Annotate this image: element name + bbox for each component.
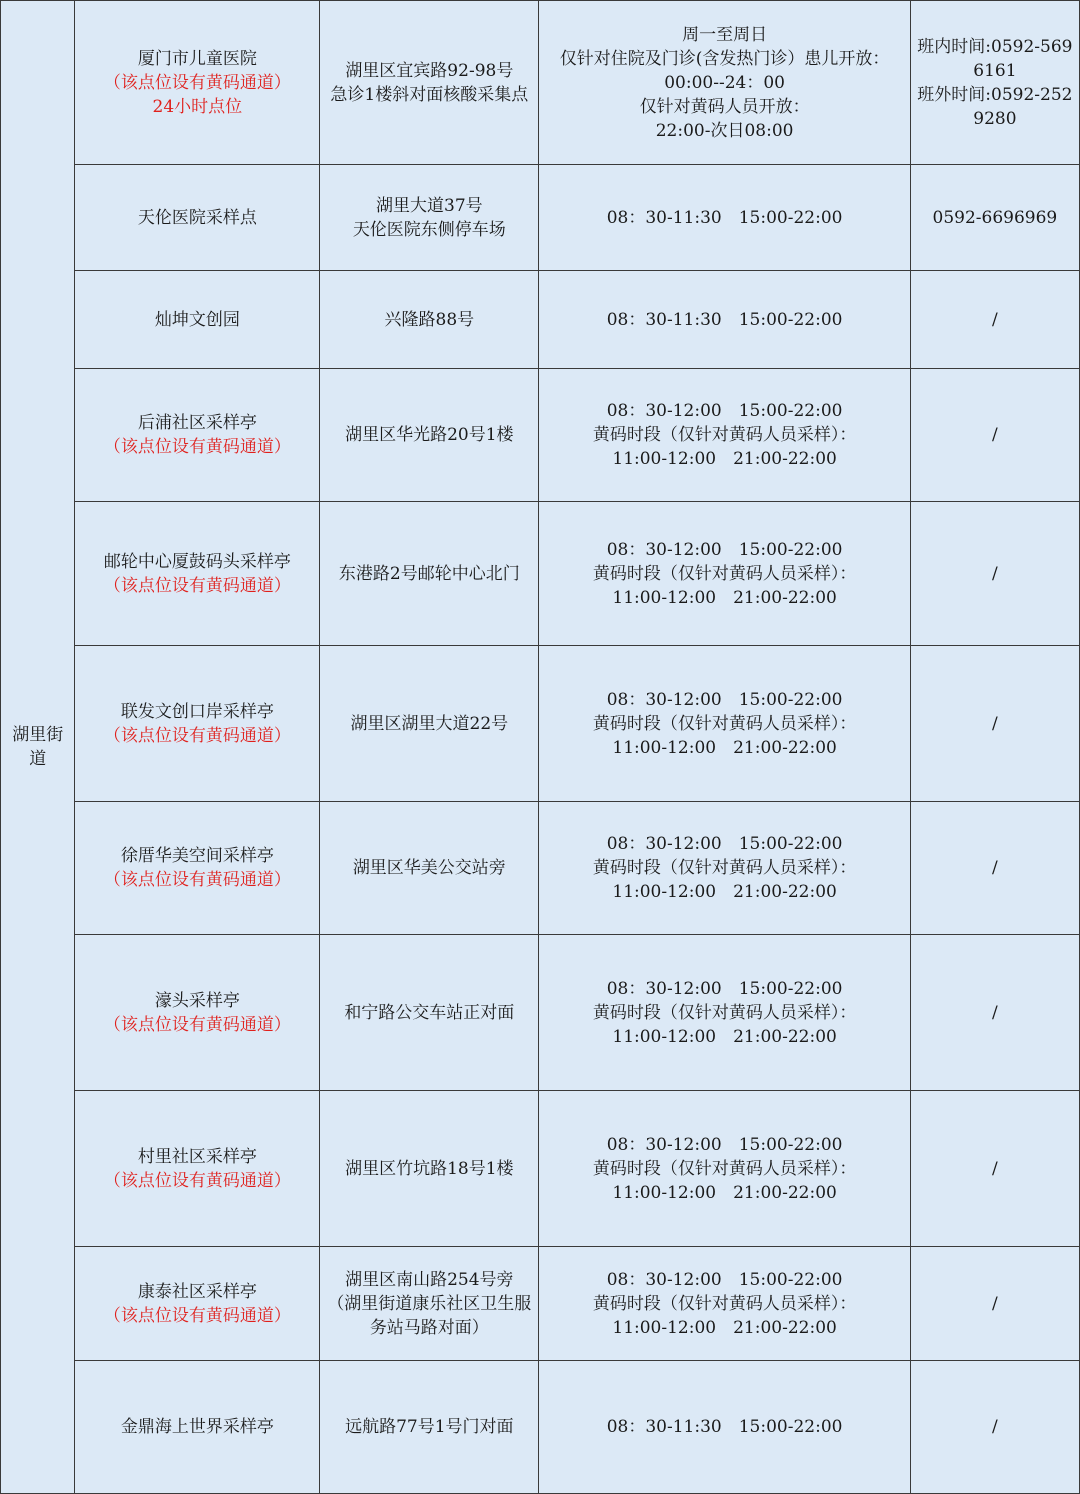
site-name: 村里社区采样亭 <box>137 1146 257 1167</box>
hours-line: 22:00-次日08:00 <box>655 120 794 141</box>
hours-line: 11:00-12:00 21:00-22:00 <box>612 1182 837 1203</box>
address-line: 远航路77号1号门对面 <box>345 1417 514 1437</box>
phone-line: / <box>992 1158 998 1179</box>
hours-cell <box>539 1361 910 1494</box>
hours-line: 08：30-12:00 15:00-22:00 <box>606 978 843 999</box>
hours-line: 08：30-11:30 15:00-22:00 <box>606 207 843 228</box>
address-cell <box>320 502 539 646</box>
hours-line: 黄码时段（仅针对黄码人员采样）： <box>592 1002 857 1023</box>
phone-line: 班内时间:0592-5696161 <box>917 36 1073 81</box>
hours-line: 11:00-12:00 21:00-22:00 <box>612 449 837 469</box>
hours-line: 08：30-12:00 15:00-22:00 <box>606 539 843 560</box>
address-cell <box>320 1247 539 1361</box>
address-line: 湖里区竹坑路18号1楼 <box>345 1158 514 1179</box>
site-name: 徐厝华美空间采样亭 <box>120 846 274 866</box>
site-note: （该点位设有黄码通道） <box>103 725 291 746</box>
site-name-cell <box>75 1247 320 1361</box>
address-cell <box>320 1 539 165</box>
address-line: 湖里大道37号 <box>376 195 483 216</box>
phone-line: / <box>992 309 998 330</box>
hours-line: 黄码时段（仅针对黄码人员采样）： <box>592 1293 857 1314</box>
hours-cell <box>539 502 910 646</box>
address-line: 湖里区南山路254号旁 <box>345 1269 514 1290</box>
site-name: 厦门市儿童医院 <box>137 48 257 69</box>
address-cell <box>320 165 539 271</box>
phone-cell <box>910 802 1079 935</box>
site-name: 灿坤文创园 <box>154 309 240 330</box>
site-note: （该点位设有黄码通道） <box>103 72 291 93</box>
address-line: 东港路2号邮轮中心北门 <box>338 563 520 584</box>
hours-cell <box>539 271 910 369</box>
site-name: 濠头采样亭 <box>154 990 240 1011</box>
site-name: 天伦医院采样点 <box>137 207 257 228</box>
hours-line: 11:00-12:00 21:00-22:00 <box>612 1026 837 1047</box>
phone-cell <box>910 271 1079 369</box>
hours-line: 仅针对黄码人员开放： <box>639 96 810 117</box>
hours-cell <box>539 165 910 271</box>
table-row <box>1 802 1080 935</box>
hours-cell <box>539 802 910 935</box>
site-name: 后浦社区采样亭 <box>137 413 257 433</box>
hours-line: 08：30-12:00 15:00-22:00 <box>606 1134 843 1155</box>
phone-line: / <box>992 713 998 734</box>
address-cell <box>320 1361 539 1494</box>
phone-line: / <box>992 425 998 445</box>
phone-line: / <box>992 563 998 584</box>
address-line: 兴隆路88号 <box>384 309 475 330</box>
table-row <box>1 369 1080 502</box>
table-body <box>1 1 1080 1494</box>
site-name-cell <box>75 1091 320 1247</box>
site-name: 康泰社区采样亭 <box>137 1281 257 1302</box>
hours-cell <box>539 369 910 502</box>
address-line: 天伦医院东侧停车场 <box>352 219 506 240</box>
address-line: 和宁路公交车站正对面 <box>344 1002 515 1023</box>
site-name-cell <box>75 369 320 502</box>
hours-line: 黄码时段（仅针对黄码人员采样）： <box>592 563 857 584</box>
hours-line: 11:00-12:00 21:00-22:00 <box>612 737 837 758</box>
hours-line: 08：30-12:00 15:00-22:00 <box>606 401 843 421</box>
hours-cell <box>539 1091 910 1247</box>
hours-line: 08：30-11:30 15:00-22:00 <box>606 1417 843 1437</box>
hours-line: 黄码时段（仅针对黄码人员采样）： <box>592 1158 857 1179</box>
site-name-cell <box>75 1 320 165</box>
hours-line: 08：30-12:00 15:00-22:00 <box>606 834 843 854</box>
site-name-cell <box>75 1361 320 1494</box>
phone-line: / <box>992 1293 998 1314</box>
table-row <box>1 646 1080 802</box>
phone-line: 0592-6696969 <box>932 207 1058 228</box>
site-name-cell <box>75 935 320 1091</box>
phone-line: 班外时间:0592-2529280 <box>917 84 1073 129</box>
address-cell <box>320 646 539 802</box>
table-row <box>1 935 1080 1091</box>
address-cell <box>320 271 539 369</box>
address-cell <box>320 802 539 935</box>
phone-line: / <box>992 858 998 878</box>
table-row <box>1 1 1080 165</box>
hours-line: 仅针对住院及门诊(含发热门诊）患儿开放： <box>559 48 890 69</box>
phone-line: / <box>992 1417 998 1437</box>
hours-cell <box>539 646 910 802</box>
table-row <box>1 1247 1080 1361</box>
address-line: 湖里区湖里大道22号 <box>350 713 509 734</box>
site-name-cell <box>75 802 320 935</box>
hours-cell <box>539 935 910 1091</box>
site-name: 邮轮中心厦鼓码头采样亭 <box>103 551 291 572</box>
table-row <box>1 165 1080 271</box>
hours-cell <box>539 1 910 165</box>
site-name: 联发文创口岸采样亭 <box>120 701 274 722</box>
hours-line: 08：30-12:00 15:00-22:00 <box>606 689 843 710</box>
hours-line: 周一至周日 <box>682 24 768 45</box>
site-name-cell <box>75 165 320 271</box>
phone-cell <box>910 1247 1079 1361</box>
address-line: 湖里区华美公交站旁 <box>352 858 506 878</box>
site-name-cell <box>75 646 320 802</box>
street-name-cell: 湖里街道 <box>1 1 75 1494</box>
address-line: 湖里区华光路20号1楼 <box>345 425 514 445</box>
phone-cell <box>910 165 1079 271</box>
hours-cell <box>539 1247 910 1361</box>
address-line: 急诊1楼斜对面核酸采集点 <box>330 84 529 105</box>
hours-line: 黄码时段（仅针对黄码人员采样）： <box>592 713 857 734</box>
address-line: 湖里区宜宾路92-98号 <box>345 60 514 81</box>
hours-line: 08：30-12:00 15:00-22:00 <box>606 1269 843 1290</box>
site-note: （该点位设有黄码通道） <box>103 575 291 596</box>
hours-line: 11:00-12:00 21:00-22:00 <box>612 1317 837 1338</box>
phone-cell <box>910 502 1079 646</box>
site-note: （该点位设有黄码通道） <box>103 1305 291 1326</box>
site-note: （该点位设有黄码通道） <box>103 1014 291 1035</box>
table-row <box>1 502 1080 646</box>
site-name: 金鼎海上世界采样亭 <box>120 1417 274 1437</box>
site-name-cell <box>75 502 320 646</box>
phone-line: / <box>992 1002 998 1023</box>
site-note: 24小时点位 <box>152 96 243 117</box>
site-note: （该点位设有黄码通道） <box>103 437 291 457</box>
hours-line: 08：30-11:30 15:00-22:00 <box>606 309 843 330</box>
phone-cell <box>910 935 1079 1091</box>
phone-cell <box>910 1361 1079 1494</box>
phone-cell <box>910 369 1079 502</box>
table-row <box>1 1361 1080 1494</box>
address-cell <box>320 369 539 502</box>
phone-cell <box>910 646 1079 802</box>
hours-line: 11:00-12:00 21:00-22:00 <box>612 882 837 902</box>
hours-line: 00:00--24：00 <box>664 72 785 93</box>
hours-line: 11:00-12:00 21:00-22:00 <box>612 587 837 608</box>
address-cell <box>320 935 539 1091</box>
hours-line: 黄码时段（仅针对黄码人员采样）： <box>592 425 857 445</box>
phone-cell <box>910 1091 1079 1247</box>
address-cell <box>320 1091 539 1247</box>
site-note: （该点位设有黄码通道） <box>103 1170 291 1191</box>
table-row <box>1 271 1080 369</box>
table-row <box>1 1091 1080 1247</box>
address-line: （湖里街道康乐社区卫生服务站马路对面） <box>327 1293 532 1338</box>
site-note: （该点位设有黄码通道） <box>103 870 291 890</box>
site-name-cell <box>75 271 320 369</box>
phone-cell <box>910 1 1079 165</box>
hours-line: 黄码时段（仅针对黄码人员采样）： <box>592 858 857 878</box>
